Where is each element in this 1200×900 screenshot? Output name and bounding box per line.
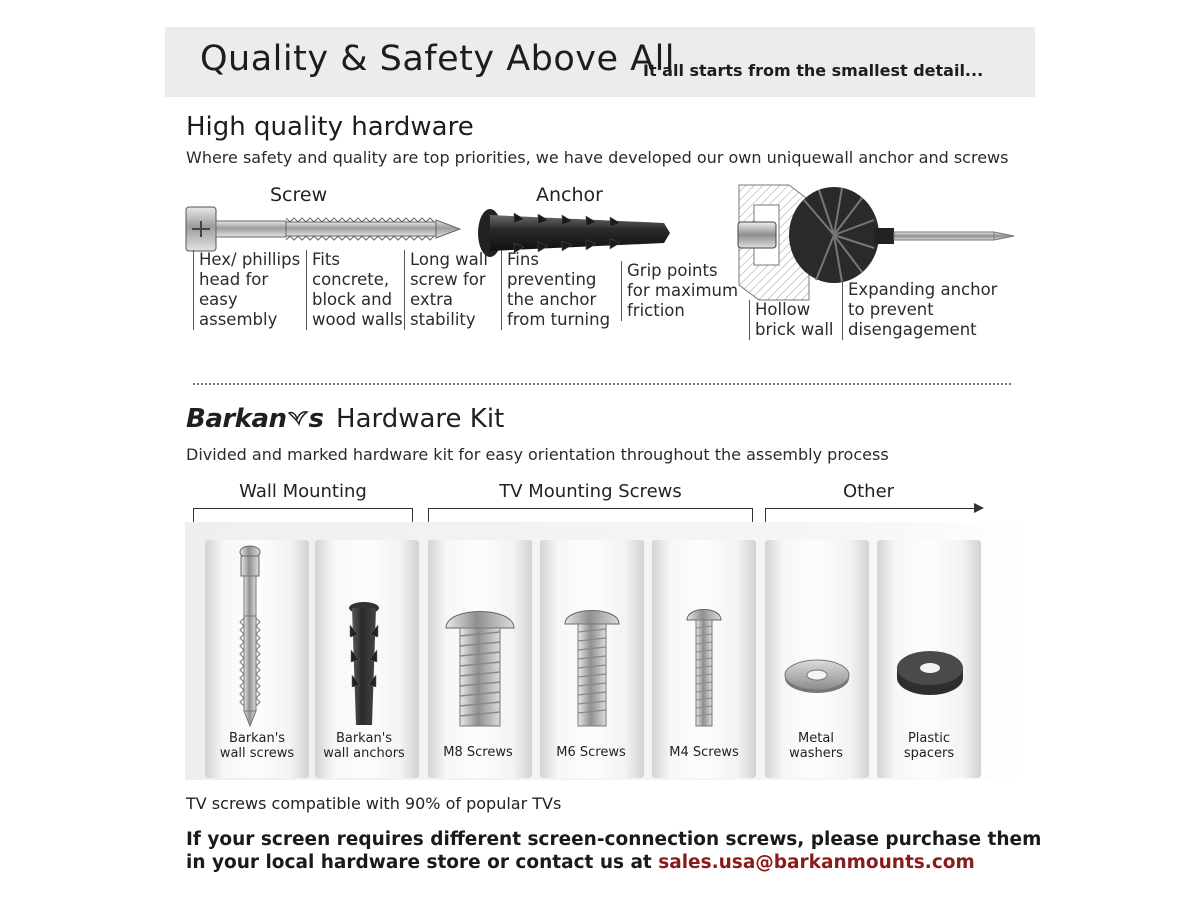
group-tv-screws: TV Mounting Screws [499,481,682,502]
group-other: Other [842,481,895,502]
brand-suffix: s [308,404,325,434]
kit-subtitle: Divided and marked hardware kit for easy orientation throughout the assembly process [186,445,889,464]
callout-hollow-brick: Hollow brick wall [749,300,834,340]
item-label-m4: M4 Screws [669,745,739,760]
arrow-right-icon [974,503,984,513]
wood-screw-icon [232,544,268,729]
machine-screw-icon [440,600,520,730]
kit-title [186,404,504,434]
item-label-wall-screws: Barkan's wall screws [219,731,295,761]
contact-text [186,828,1041,874]
wall-anchor-icon [344,600,384,730]
callout-expanding: Expanding anchor to prevent disengagement [842,280,997,340]
contact-email-link[interactable]: sales.usa@barkanmounts.com [658,852,975,873]
section-divider [193,383,1011,385]
callout-head: Hex/ phillips head for easy assembly [193,250,300,330]
bird-logo-icon [287,409,309,427]
callout-long-screw: Long wall screw for extra stability [404,250,488,330]
group-wall-mounting: Wall Mounting [239,481,367,502]
item-label-washers: Metal washers [789,731,843,761]
callout-fins: Fins preventing the anchor from turning [501,250,610,330]
machine-screw-icon [684,604,724,730]
kit-title-text: Hardware Kit [336,404,505,434]
hardware-subtitle: Where safety and quality are top priorities, we have developed our own uniquewall anchor and screws [186,148,1009,167]
screw-label: Screw [270,184,328,206]
item-label-spacers: Plastic spacers [903,731,955,761]
washer-icon [782,656,852,696]
contact-line-2-text: in your local hardware store or contact us at [186,852,659,873]
item-label-wall-anchors: Barkan's wall anchors [323,731,405,761]
brand-name: Barkan [186,404,287,434]
callout-grip: Grip points for maximum friction [621,261,738,321]
banner-subtitle: It all starts from the smallest detail... [643,61,984,80]
anchor-label: Anchor [536,184,603,206]
machine-screw-icon [561,602,623,730]
header-banner [165,27,1035,97]
banner-title: Quality & Safety Above All [200,39,676,79]
item-label-m8: M8 Screws [443,745,513,760]
compatibility-note: TV screws compatible with 90% of popular TVs [186,794,562,813]
item-label-m6: M6 Screws [556,745,626,760]
contact-line-2 [186,851,1041,874]
bracket-other [766,508,976,509]
contact-line-1: If your screen requires different screen-connection screws, please purchase them [186,829,1042,850]
spacer-icon [894,648,966,698]
callout-fits: Fits concrete, block and wood walls [306,250,403,330]
hardware-title: High quality hardware [186,112,474,142]
